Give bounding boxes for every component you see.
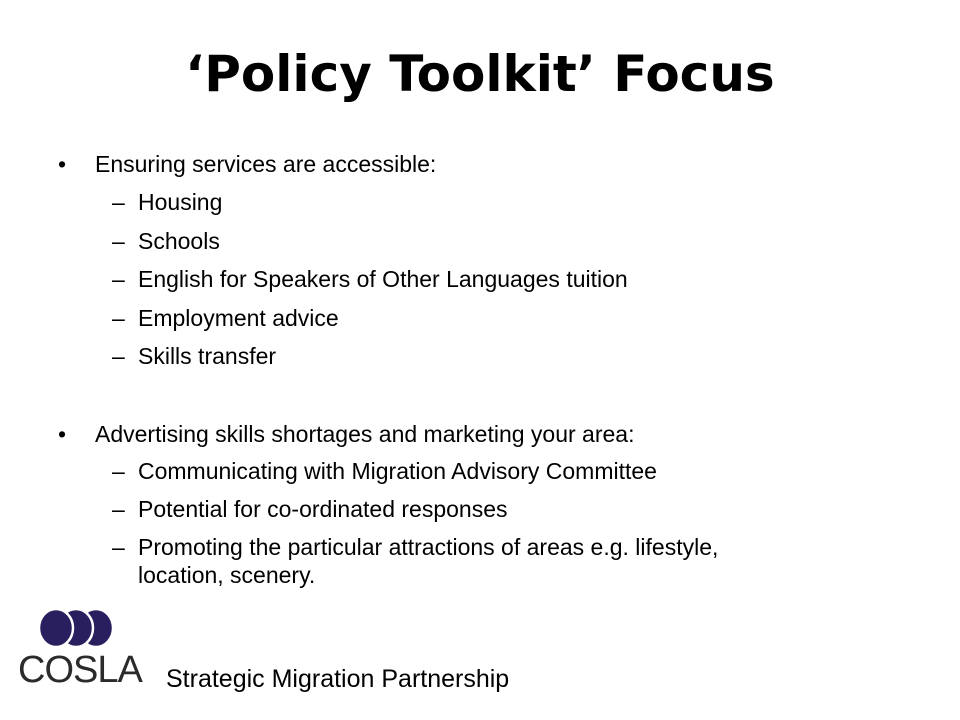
sub-item-continuation: location, scenery. [138,562,316,588]
sub-item-text: Employment advice [138,305,339,331]
sub-marker: – [112,189,125,215]
bullet-marker: • [58,421,67,447]
sub-item-housing [112,188,222,216]
bullet-text: Ensuring services are accessible: [95,151,437,177]
sub-marker: – [112,305,125,331]
sub-item-text: Skills transfer [138,343,277,369]
sub-item-text: Promoting the particular attractions of areas e.g. lifestyle, [138,534,719,560]
sub-item-text: English for Speakers of Other Languages tuition [138,266,628,292]
sub-item-migration-advisory [112,457,657,485]
sub-item-esol [112,265,628,293]
sub-item-text: Communicating with Migration Advisory Committee [138,458,657,484]
bullet-text: Advertising skills shortages and marketing your area: [95,421,635,447]
sub-marker: – [112,266,125,292]
sub-marker: – [112,458,125,484]
sub-marker: – [112,534,125,560]
bullet-marker: • [58,151,67,177]
sub-marker: – [112,343,125,369]
bullet-ensuring-services [58,150,436,178]
logo-text: COSLA [18,649,142,691]
footer-text: Strategic Migration Partnership [166,665,510,693]
sub-item-employment-advice [112,304,339,332]
sub-item-schools [112,227,220,255]
cosla-logo [18,608,142,694]
slide-title: ‘Policy Toolkit’ Focus [185,45,775,103]
three-overlapping-circles-logo-icon [36,608,118,648]
logo-circle-left [39,609,73,647]
sub-item-text: Housing [138,189,223,215]
sub-item-text: Potential for co-ordinated responses [138,496,508,522]
sub-marker: – [112,228,125,254]
sub-item-skills-transfer [112,342,276,370]
bullet-advertising-skills [58,420,634,448]
sub-item-text: Schools [138,228,220,254]
sub-marker: – [112,496,125,522]
sub-item-promoting-attractions [112,533,718,589]
sub-item-coordinated-responses [112,495,508,523]
